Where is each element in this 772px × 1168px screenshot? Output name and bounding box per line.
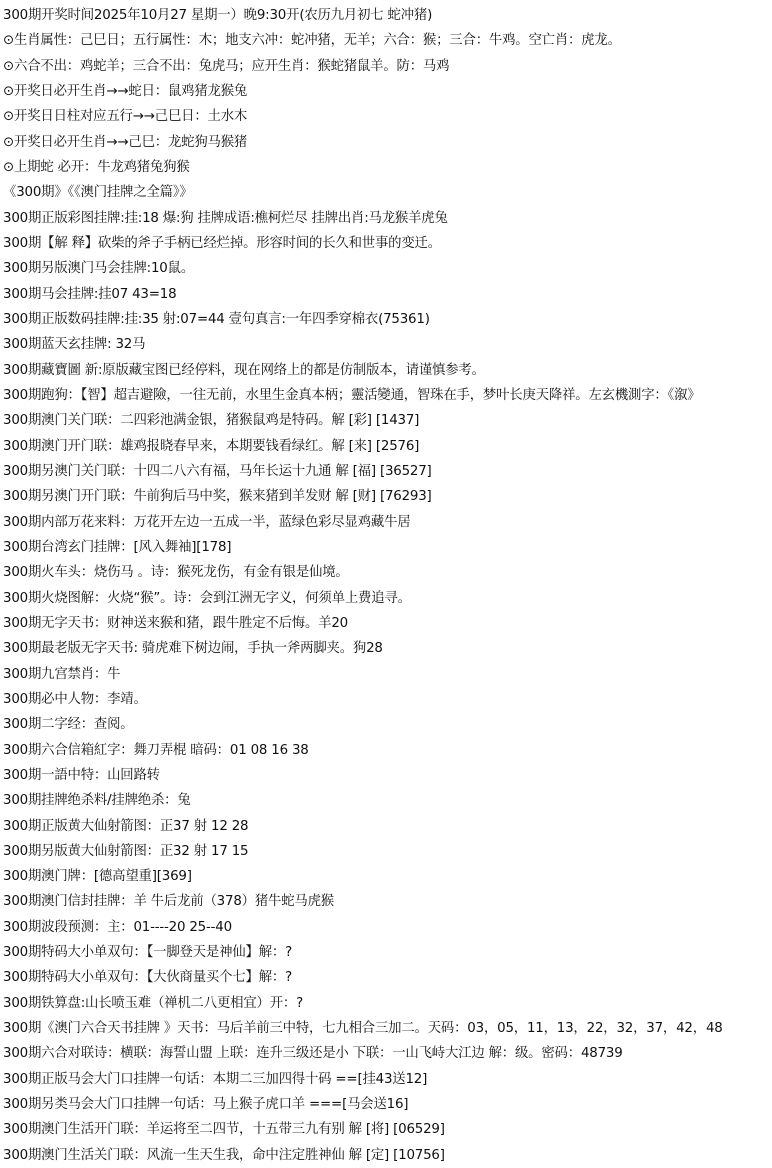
fire-chart-line: 300期火烧图解：火烧“猴”。诗：会到江洲无字义，何须单上费追寻。 bbox=[3, 590, 411, 606]
explanation-line: 300期【解 释】砍柴的斧子手柄已经烂掉。形容时间的长久和世事的变迁。 bbox=[3, 235, 441, 251]
envelope-hang-line: 300期澳门信封挂牌：羊 牛后龙前（378）猪牛蛇马虎猴 bbox=[3, 894, 334, 910]
treasure-map-line: 300期藏寶圖 新:原版藏宝图已经停料，现在网络上的都是仿制版本，请谨慎参考。 bbox=[3, 362, 485, 378]
taiwan-hang-line: 300期台湾玄门挂牌：[风入舞袖][178] bbox=[3, 539, 232, 555]
section-heading: 《300期》《《澳门挂牌之全篇》》 bbox=[3, 185, 193, 201]
couplet-poem-line: 300期六合对联诗：横联：海誓山盟 上联：连升三级还是小 下联：一山飞峙大江边 解：级。密码：48739 bbox=[3, 1046, 623, 1062]
abacus-line: 300期铁算盘:山长喷玉难（禅机二八更相宜）开：? bbox=[3, 995, 303, 1011]
horse-club-hang-line: 300期马会挂牌:挂07 43=18 bbox=[3, 286, 177, 302]
wave-prediction-line: 300期波段预测：主：01----20 25--40 bbox=[3, 919, 232, 935]
two-word-line: 300期二字经：查阅。 bbox=[3, 717, 134, 733]
last-period-line: ⊙上期蛇 必开：牛龙鸡猪兔狗猴 bbox=[3, 159, 190, 175]
day-pillar-elements-line: ⊙开奖日日柱对应五行→→己巳日：土水木 bbox=[3, 109, 248, 125]
oldest-wordless-book-line: 300期最老版无字天书: 骑虎难下树边闹，手执一斧两脚夹。狗28 bbox=[3, 641, 383, 657]
odd-even-line-2: 300期特码大小单双句：【大伙商量买个七】解：? bbox=[3, 970, 292, 986]
macau-card-line: 300期澳门牌：[德高望重][369] bbox=[3, 869, 192, 885]
macau-open-couplet-line: 300期澳门开门联：雄鸡报晓春早来，本期要钱看绿红。解 [来] [2576] bbox=[3, 438, 420, 454]
other-macau-hang-line: 300期另版澳门马会挂牌:10鼠。 bbox=[3, 261, 195, 277]
zodiac-attributes-line: ⊙生肖属性：己巳日；五行属性：木；地支六冲：蛇冲猪，无羊；六合：猴；三合：牛鸡。空亡肖：虎龙。 bbox=[3, 33, 621, 49]
must-open-jisi-line: ⊙开奖日必开生肖→→己巳：龙蛇狗马猴猪 bbox=[3, 134, 248, 150]
other-macau-close-couplet-line: 300期另澳门关门联：十四二八六有福，马年长运十九通 解 [福] [36527] bbox=[3, 463, 432, 479]
life-close-couplet-line: 300期澳门生活关门联：风流一生天生我，命中注定胜神仙 解 [定] [10756] bbox=[3, 1147, 445, 1163]
kill-line: 300期挂牌绝杀料/挂牌绝杀：兔 bbox=[3, 793, 191, 809]
digital-hang-line: 300期正版数码挂牌:挂:35 射:07=44 壹句真言:一年四季穿棉衣(75361) bbox=[3, 311, 430, 327]
other-macau-open-couplet-line: 300期另澳门开门联：牛前狗后马中奖，猴来猪到羊发财 解 [财] [76293] bbox=[3, 489, 432, 505]
liuhe-not-out-line: ⊙六合不出：鸡蛇羊；三合不出：兔虎马；应开生肖：猴蛇猪鼠羊。防：马鸡 bbox=[3, 58, 450, 74]
odd-even-line-1: 300期特码大小单双句：【一脚登天是神仙】解：? bbox=[3, 945, 292, 961]
blue-sky-hang-line: 300期蓝天玄挂牌: 32马 bbox=[3, 337, 146, 353]
train-head-line: 300期火车头：烧伤马 。诗：猴死龙伤，有金有银是仙境。 bbox=[3, 565, 349, 581]
mailbox-red-line: 300期六合信箱紅字：舞刀弄棍 暗码：01 08 16 38 bbox=[3, 742, 309, 758]
other-gate-hang-line: 300期另类马会大门口挂牌一句话：马上猴子虎口羊 ===[马会送16] bbox=[3, 1097, 409, 1113]
must-open-zodiac-line: ⊙开奖日必开生肖→→蛇日：鼠鸡猪龙猴兔 bbox=[3, 83, 248, 99]
running-dog-line: 300期跑狗：【智】超吉避險，一往无前，水里生金真本柄；靈活變通，智珠在手，梦叶长庚天降祥。左玄機測字：《溆》 bbox=[3, 387, 701, 403]
draw-time-line: 300期开奖时间2025年10月27 星期一）晚9:30开(农历九月初七 蛇冲猪) bbox=[3, 8, 433, 23]
gate-hang-line: 300期正版马会大门口挂牌一句话：本期二三加四得十码 ==[挂43送12] bbox=[3, 1071, 428, 1087]
wordless-book-line: 300期无字天书：财神送来猴和猪，跟牛胜定不后悔。羊20 bbox=[3, 615, 348, 631]
heaven-book-line: 300期《澳门六合天书挂牌 》天书：马后羊前三中特，七九相合三加二。天码：03，05，11，13，22，32，37，42，48 bbox=[3, 1021, 723, 1037]
must-hit-person-line: 300期必中人物：李靖。 bbox=[3, 691, 147, 707]
internal-flowers-line: 300期内部万花来料：万花开左边一五成一半，蓝绿色彩尽显鸡藏牛居 bbox=[3, 514, 411, 530]
macau-close-couplet-line: 300期澳门关门联：二四彩池满金银，猪猴鼠鸡是特码。解 [彩] [1437] bbox=[3, 413, 420, 429]
nine-palace-line: 300期九宫禁肖：牛 bbox=[3, 666, 121, 682]
document-body bbox=[3, 3, 772, 1168]
archery-chart-line: 300期正版黄大仙射箭图：正37 射 12 28 bbox=[3, 818, 249, 834]
one-phrase-line: 300期一語中特：山回路转 bbox=[3, 767, 160, 783]
other-archery-chart-line: 300期另版黄大仙射箭图：正32 射 17 15 bbox=[3, 843, 249, 859]
color-chart-hang-line: 300期正版彩图挂牌:挂:18 爆:狗 挂牌成语:樵柯烂尽 挂牌出肖:马龙猴羊虎兔 bbox=[3, 210, 448, 226]
life-open-couplet-line: 300期澳门生活开门联：羊运将至二四节，十五带三九有别 解 [将] [06529] bbox=[3, 1122, 445, 1138]
